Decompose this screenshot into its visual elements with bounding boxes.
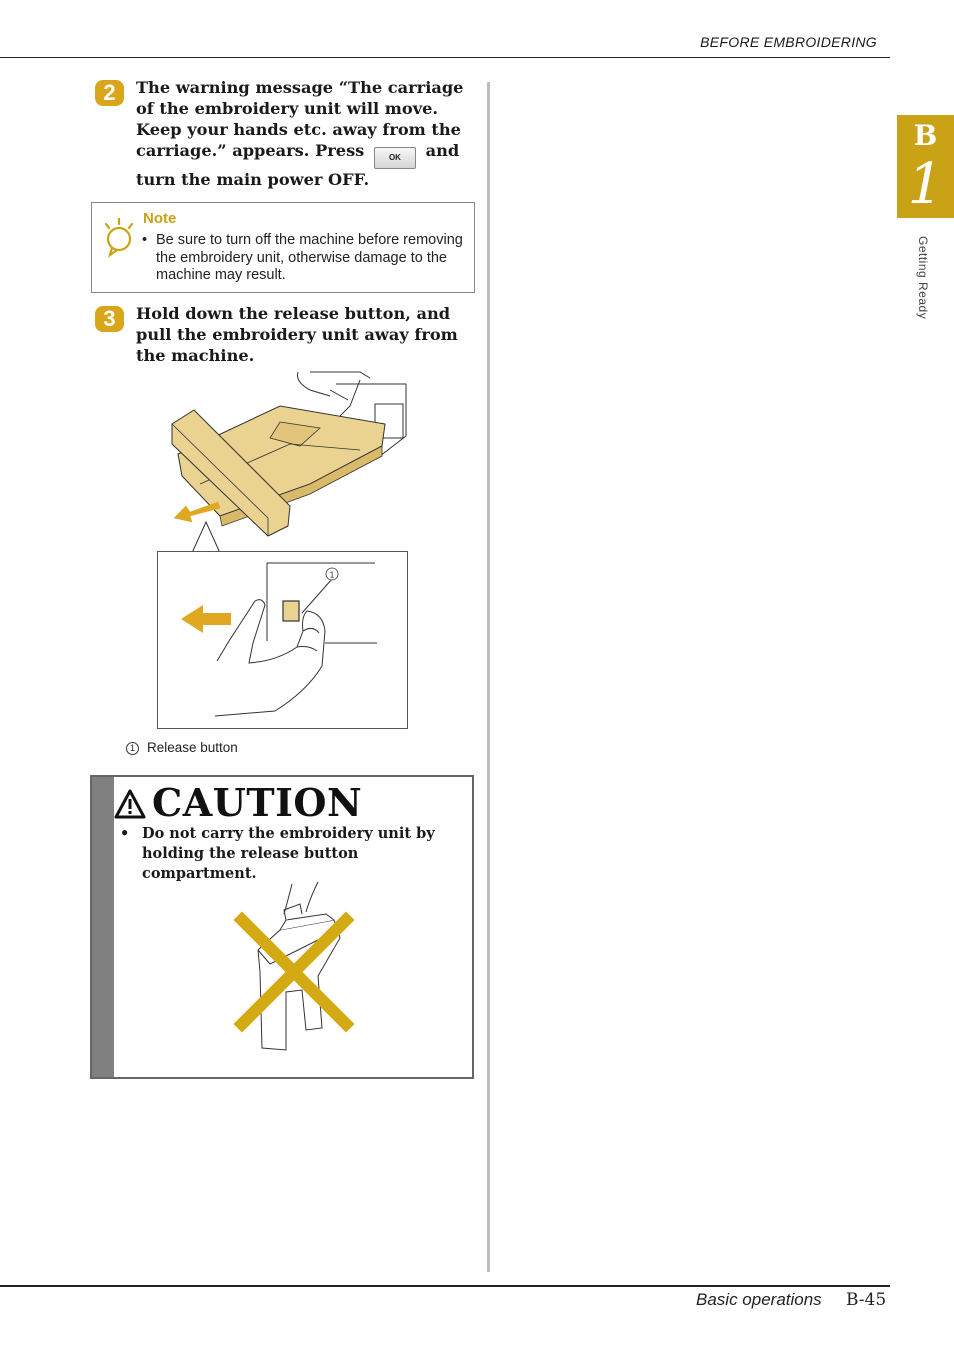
note-body xyxy=(142,232,467,285)
warning-triangle-icon xyxy=(114,789,146,819)
step-badge-3: 3 xyxy=(95,306,124,332)
step-badge-2: 2 xyxy=(95,80,124,106)
chapter-side-label: Getting Ready xyxy=(916,236,930,320)
column-divider xyxy=(487,82,490,1272)
callout-number: 1 xyxy=(329,570,335,580)
release-button-detail xyxy=(157,551,408,729)
lightbulb-icon xyxy=(102,217,136,259)
caption-number: 1 xyxy=(126,742,139,755)
note-box xyxy=(91,202,475,293)
note-bullet: • xyxy=(142,232,148,248)
footer-section-label: Basic operations xyxy=(696,1290,822,1309)
chapter-letter: B xyxy=(913,119,938,152)
page-number: B-45 xyxy=(846,1290,887,1310)
note-title: Note xyxy=(143,210,177,227)
step-2-text-start: The warning message “The carriage of the embroidery unit will move. Keep your hands etc. away from the carriage.” appears. Press xyxy=(136,78,464,160)
step-3-text: Hold down the release button, and pull the embroidery unit away from the machine. xyxy=(136,304,458,365)
caution-bullet: • xyxy=(120,825,130,842)
caution-side-bar xyxy=(92,777,114,1077)
section-title: BEFORE EMBROIDERING xyxy=(700,34,877,50)
caution-heading xyxy=(114,780,362,825)
figure-caption xyxy=(126,740,238,755)
caution-title: CAUTION xyxy=(152,780,363,825)
step-2-text xyxy=(136,77,472,190)
step-2-text-end: and turn the main power OFF. xyxy=(136,141,460,189)
note-text: Be sure to turn off the machine before removing the embroidery unit, otherwise damage to the machine may result. xyxy=(156,232,463,283)
caption-text: Release button xyxy=(147,740,238,755)
ok-button: OK xyxy=(374,147,416,169)
header-rule xyxy=(0,57,890,58)
carry-unit-illustration xyxy=(230,880,360,1052)
chapter-number: 1 xyxy=(907,152,944,217)
chapter-tab xyxy=(897,115,954,218)
callout-pointer xyxy=(190,520,230,554)
caution-body xyxy=(120,824,465,884)
footer-rule xyxy=(0,1285,890,1287)
caution-text: Do not carry the embroidery unit by holding the release button compartment. xyxy=(142,825,435,882)
